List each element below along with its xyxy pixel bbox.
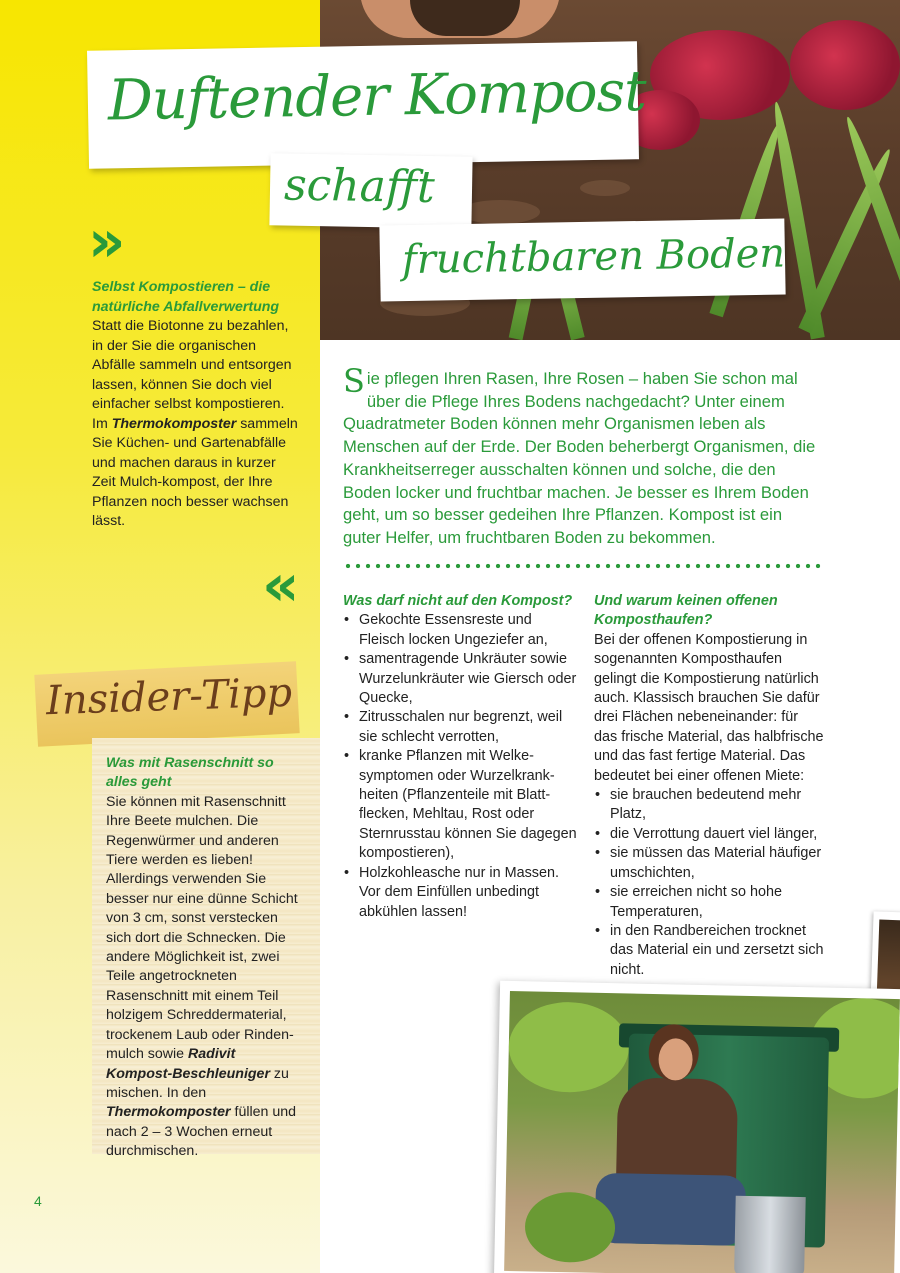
title-card-1 — [87, 41, 647, 169]
title-card-3 — [379, 218, 785, 301]
composter-photo — [494, 981, 900, 1273]
list-item: • sie erreichen nicht so hohe Temperaturen, — [594, 883, 824, 922]
list-item: • Holzkohleasche nur in Massen. Vor dem Einfüllen unbedingt abkühlen lassen! — [343, 864, 581, 922]
dotted-divider — [343, 563, 823, 569]
soil-texture — [580, 180, 630, 196]
lead-text: ie pflegen Ihren Rasen, Ihre Rosen – haben Sie schon mal über die Pflege Ihres Bodens nachgedacht? Unter einem Quadratmeter Boden können mehr Organismen leben als Menschen auf der Erde. Der Boden beherbergt Organismen, die Krankheitserreger ausschalten können und solche, die den Boden locker und fruchtbar machen. Je besser es Ihrem Boden geht, um so besser gedeihen Ihre Pflanzen. Kompost ist ein guter Helfer, um fruchtbaren Boden zu bekommen. — [343, 369, 816, 547]
col1-heading: Was darf nicht auf den Kompost? — [343, 593, 573, 609]
tipp-heading: Was mit Rasenschnitt so alles geht — [106, 755, 274, 791]
list-item: • Zitrusschalen nur begrenzt, weil sie schlecht verrotten, — [343, 708, 581, 747]
page-number: 4 — [34, 1193, 42, 1209]
intro-sidebar-text — [92, 278, 302, 532]
col1-list — [343, 611, 581, 922]
tipp-text-b: zu mischen. In den — [106, 1065, 289, 1101]
tipp-bold-product-2: Thermokomposter — [106, 1104, 231, 1121]
leek-leaf — [798, 146, 895, 333]
drop-cap: S — [343, 362, 365, 400]
list-item: • Gekochte Essensreste und Fleisch locken Ungeziefer an, — [343, 611, 581, 650]
list-item: • sie müssen das Material häufiger umschichten, — [594, 844, 824, 883]
page-title-line3: fruchtbaren Boden — [401, 230, 786, 284]
intro-text-b: sammeln Sie Küchen- und Gartenabfälle und machen daraus in kurzer Zeit Mulch-kompost, der Ihre Pflanzen noch besser wachsen lässt. — [92, 415, 298, 529]
intro-bold-product: Thermokomposter — [111, 415, 237, 432]
list-item: • samentragende Unkräuter sowie Wurzelunkräuter wie Giersch oder Quecke, — [343, 650, 581, 708]
tipp-bold-product: Radivit Kompost-Beschleuniger — [106, 1046, 270, 1082]
insider-tipp-text — [106, 754, 304, 1162]
list-item: • sie brauchen bedeutend mehr Platz, — [594, 786, 824, 825]
intro-text-a: Statt die Biotonne zu bezahlen, in der Sie die organischen Abfälle sammeln und entsorgen lassen, können Sie doch viel einfacher selbst kompostieren. Im — [92, 318, 292, 432]
metal-bucket — [734, 1196, 806, 1273]
intro-heading: Selbst Kompostieren – die natürliche Abfallverwertung — [92, 279, 280, 315]
tipp-text-c: füllen und nach 2 – 3 Wochen erneut durchmischen. — [106, 1104, 297, 1160]
chevron-right-icon: » — [88, 207, 126, 275]
col2-text: Bei der offenen Kompostierung in sogenannten Komposthaufen gelingt die Kompostierung natürlich auch. Klassisch brauchen Sie dafür drei Flächen nebeneinander: für das frische Material, das halbfrische und das fast fertige Material. Das bedeutet bei einer offenen Miete: — [594, 631, 824, 784]
red-lettuce — [790, 20, 900, 110]
col2-heading: Und warum keinen offenen Komposthaufen? — [594, 593, 778, 629]
plant — [524, 1191, 615, 1263]
col2-list — [594, 786, 824, 980]
shrub — [508, 1001, 630, 1093]
insider-tipp-title: Insider-Tipp — [45, 669, 293, 725]
soil-texture — [460, 200, 540, 224]
gardener-legs — [595, 1173, 746, 1246]
lead-paragraph — [343, 362, 818, 550]
list-item: • kranke Pflanzen mit Welkesymptomen oder Wurzelkrankheiten (Pflanzenteile mit Blattflecken, Mehltau, Rost oder Sternrusstau können Sie dagegen kompostieren), — [343, 747, 581, 863]
page-title-line1: Duftender Kompost — [107, 59, 647, 134]
title-card-2 — [269, 153, 472, 229]
tipp-text-a: Sie können mit Rasenschnitt Ihre Beete mulchen. Die Regenwürmer und anderen Tiere werden es lieben! Allerdings verwenden Sie besser nur eine dünne Schicht von 3 cm, sonst verstecken sich dort die Schnecken. Die andere Möglichkeit ist, zwei Teile angetrockneten Rasenschnitt mit einem Teil holzigem Schreddermaterial, trockenem Laub oder Rindenmulch sowie — [106, 793, 298, 1063]
page-title-line2: schafft — [283, 159, 436, 214]
chevron-left-icon: « — [262, 551, 300, 619]
column-not-on-compost — [343, 592, 581, 922]
column-why-no-open-heap — [594, 592, 824, 980]
list-item: • in den Randbereichen trocknet das Material ein und zersetzt sich nicht. — [594, 922, 824, 980]
list-item: • die Verrottung dauert viel länger, — [594, 825, 824, 844]
